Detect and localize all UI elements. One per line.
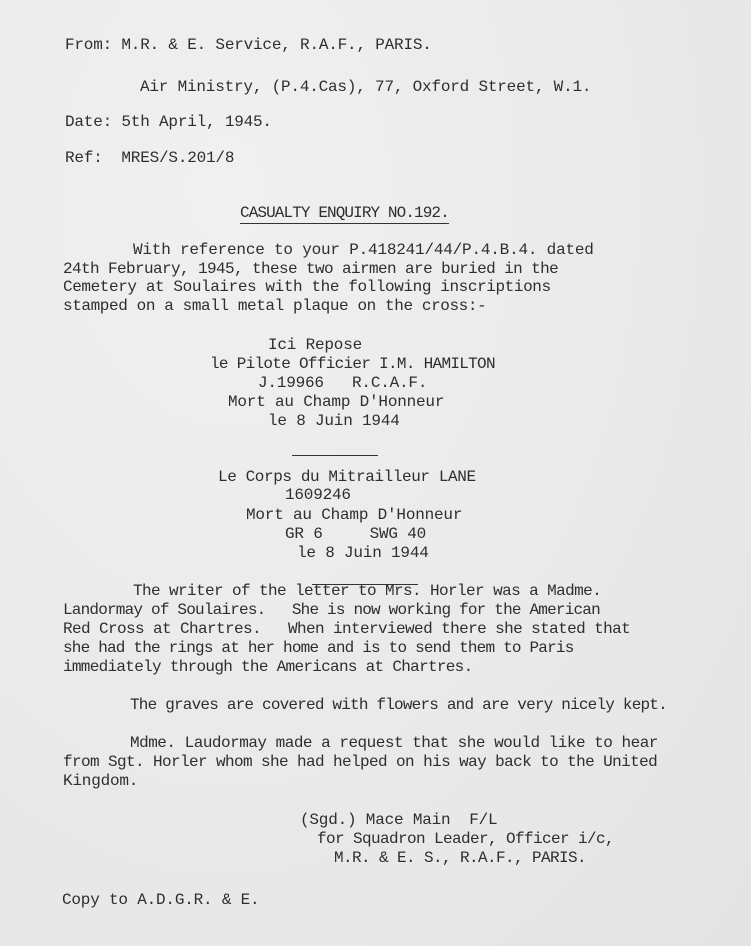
divider [292,455,378,456]
text-line: With reference to your P.418241/44/P.4.B.4. dated [133,241,594,259]
text-line: Cemetery at Soulaires with the following inscriptions [63,278,551,296]
document-title: CASUALTY ENQUIRY NO.192. [240,204,449,222]
inscription-line: Ici Repose [268,336,363,354]
text-line: she had the rings at her home and is to send them to Paris [63,639,574,657]
signature-line: for Squadron Leader, Officer i/c, [317,830,615,848]
text-line: Mdme. Laudormay made a request that she would like to hear [130,734,658,752]
text-line: 24th February, 1945, these two airmen are buried in the [63,260,559,278]
inscription-line: le 8 Juin 1944 [297,544,429,562]
inscription-line: Mort au Champ D'Honneur [246,506,463,524]
text-line: Red Cross at Chartres. When interviewed there she stated that [63,620,631,638]
inscription-line: 1609246 [285,486,351,504]
text-line: The writer of the letter to Mrs. Horler was a Madme. [133,582,602,600]
date-line: Date: 5th April, 1945. [65,113,272,131]
inscription-line: le Pilote Officier I.M. HAMILTON [210,355,495,373]
text-line: from Sgt. Horler whom she had helped on his way back to the United [63,753,658,771]
text-line: stamped on a small metal plaque on the cross:- [63,297,487,315]
from-line: From: M.R. & E. Service, R.A.F., PARIS. [65,36,432,54]
paragraph-3: The graves are covered with flowers and are very nicely kept. [130,696,667,714]
text-line: immediately through the Americans at Chartres. [63,658,473,676]
inscription-line: GR 6 SWG 40 [285,525,427,543]
to-line: Air Ministry, (P.4.Cas), 77, Oxford Street, W.1. [140,78,592,96]
inscription-line: Le Corps du Mitrailleur LANE [218,468,476,486]
inscription-line: le 8 Juin 1944 [268,412,400,430]
signature-line: (Sgd.) Mace Main F/L [300,811,498,829]
text-line: Landormay of Soulaires. She is now working for the American [63,601,600,619]
inscription-line: Mort au Champ D'Honneur [228,393,445,411]
ref-line: Ref: MRES/S.201/8 [65,149,235,167]
text-line: Kingdom. [63,772,139,790]
inscription-line: J.19966 R.C.A.F. [258,374,428,392]
copy-to-line: Copy to A.D.G.R. & E. [62,891,260,909]
signature-line: M.R. & E. S., R.A.F., PARIS. [334,849,587,867]
